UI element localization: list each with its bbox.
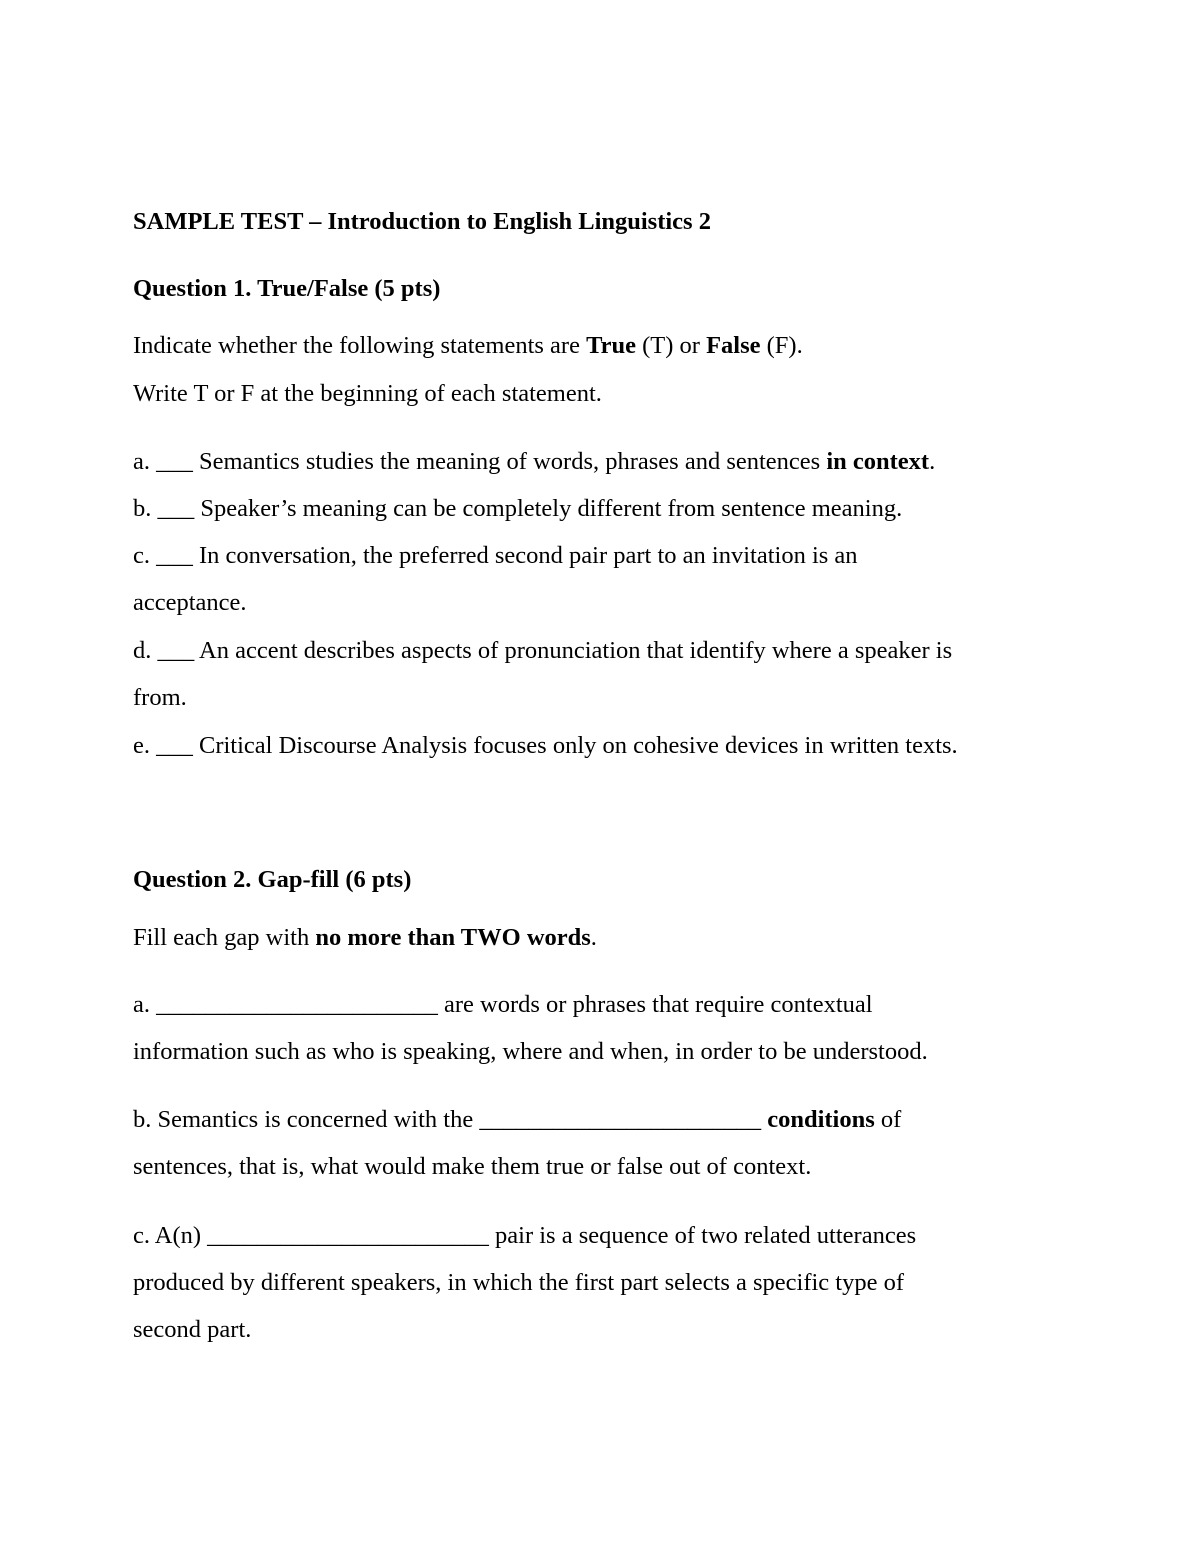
statement-d-line-1: d. ___ An accent describes aspects of pronunciation that identify where a speaker is (133, 637, 953, 664)
gap-item-c-line-1: c. A(n) _______________________ pair is a sequence of two related utterances (133, 1222, 917, 1249)
instruction-text: (F). (760, 332, 803, 359)
question-2-instruction (133, 923, 597, 953)
document-title: SAMPLE TEST – Introduction to English Linguistics 2 (133, 208, 711, 235)
statement-b: b. ___ Speaker’s meaning can be completely different from sentence meaning. (133, 495, 903, 522)
question-1-instruction-2: Write T or F at the beginning of each statement. (133, 380, 602, 407)
statement-emphasis: in context (826, 448, 930, 475)
instruction-text: (T) or (636, 332, 707, 359)
statement-text: a. ___ Semantics studies the meaning of words, phrases and sentences (133, 448, 827, 475)
question-2-heading: Question 2. Gap-fill (6 pts) (133, 866, 412, 893)
gap-item-text: b. Semantics is concerned with the _______________________ (133, 1106, 768, 1133)
question-1-heading: Question 1. True/False (5 pts) (133, 275, 441, 302)
statement-end: . (929, 448, 936, 475)
gap-item-b-line-2: sentences, that is, what would make them true or false out of context. (133, 1153, 812, 1180)
gap-item-c-line-3: second part. (133, 1316, 252, 1343)
instruction-emphasis: no more than TWO words (315, 924, 591, 951)
question-1-instruction (133, 331, 803, 361)
statement-c-line-2: acceptance. (133, 589, 247, 616)
statement-e: e. ___ Critical Discourse Analysis focuses only on cohesive devices in written texts. (133, 732, 958, 759)
false-word: False (706, 332, 761, 359)
instruction-text: . (590, 924, 597, 951)
true-word: True (586, 332, 636, 359)
statement-d-line-2: from. (133, 684, 187, 711)
gap-item-text: of (874, 1106, 902, 1133)
gap-item-a-line-2: information such as who is speaking, where and when, in order to be understood. (133, 1038, 928, 1065)
statement-a (133, 447, 935, 477)
gap-item-c-line-2: produced by different speakers, in which the first part selects a specific type of (133, 1269, 905, 1296)
gap-item-bold: conditions (767, 1106, 875, 1133)
gap-item-a-line-1: a. _______________________ are words or phrases that require contextual (133, 991, 873, 1018)
instruction-text: Indicate whether the following statements are (133, 332, 587, 359)
instruction-text: Fill each gap with (133, 924, 316, 951)
gap-item-b-line-1 (133, 1105, 901, 1135)
statement-c-line-1: c. ___ In conversation, the preferred second pair part to an invitation is an (133, 542, 858, 569)
